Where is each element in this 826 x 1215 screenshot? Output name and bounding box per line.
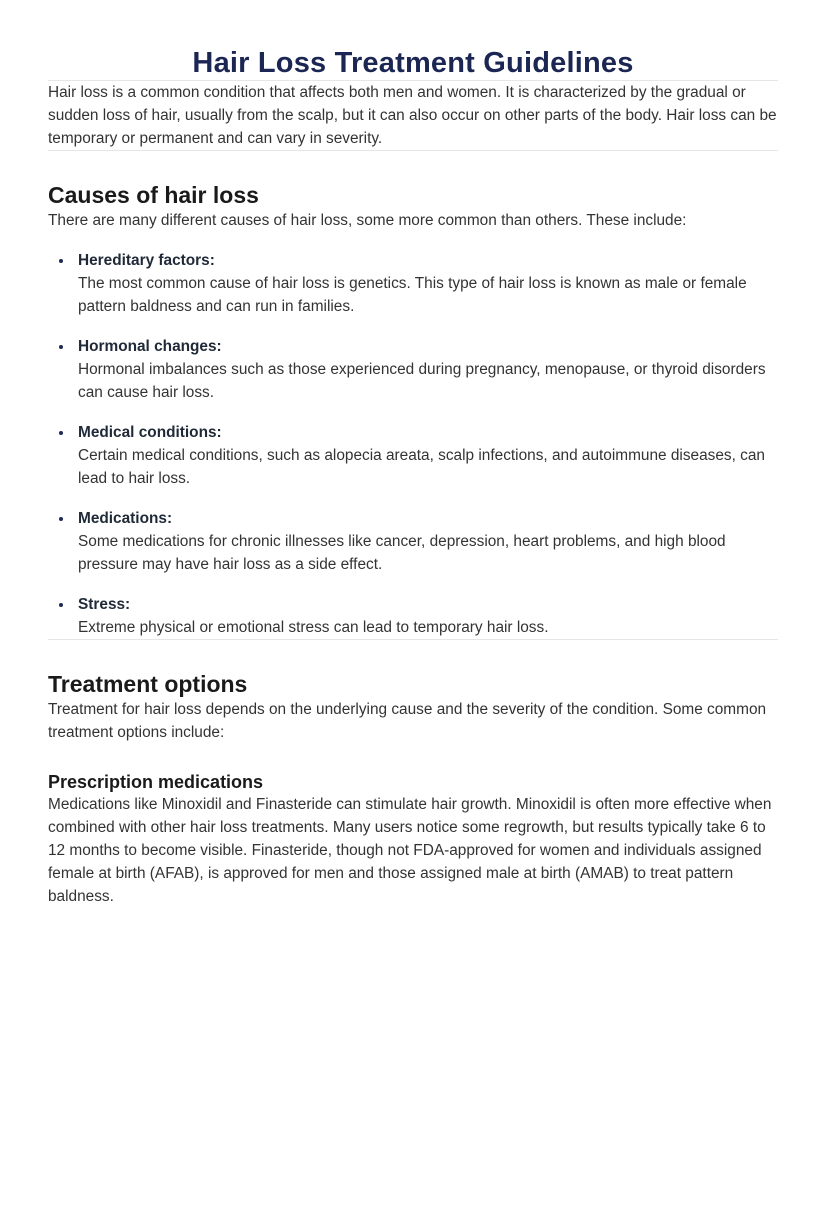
treatment-body-paragraph: Medications like Minoxidil and Finasteride can stimulate hair growth. Minoxidil is often more effective when combined with other hair loss treatments. Many users notice some regrowth, but results typically take 6 to 12 months to become visible. Finasteride, though not FDA-approved for women and individuals assigned female at birth (AFAB), is approved for men and those assigned male at birth (AMAB) to treat pattern baldness. (48, 796, 772, 905)
list-item-term: • Medications: (78, 510, 173, 527)
divider (48, 639, 778, 640)
page-title: Hair Loss Treatment Guidelines (192, 47, 634, 79)
list-item-description: Some medications for chronic illnesses like cancer, depression, heart problems, and high blood pressure may have hair loss as a side effect. (78, 533, 726, 573)
treatment-intro: Treatment for hair loss depends on the underlying cause and the severity of the condition. Some common treatment options include: (48, 701, 767, 741)
list-item (74, 335, 778, 404)
list-item-description: The most common cause of hair loss is genetics. This type of hair loss is known as male or female pattern baldness and can run in families. (78, 275, 747, 315)
treatment-section (48, 670, 778, 908)
treatment-heading: Treatment options (48, 671, 248, 697)
causes-intro: There are many different causes of hair loss, some more common than others. These include: (48, 212, 687, 229)
list-item-description: Extreme physical or emotional stress can lead to temporary hair loss. (78, 619, 549, 636)
causes-section (48, 181, 778, 639)
list-item (74, 421, 778, 490)
list-item (74, 249, 778, 318)
list-item-term: • Hereditary factors: (78, 252, 215, 269)
list-item-term: • Stress: (78, 596, 131, 613)
list-item (74, 507, 778, 576)
document-page (0, 46, 826, 1215)
causes-heading: Causes of hair loss (48, 182, 259, 208)
list-item-term: • Medical conditions: (78, 424, 222, 441)
divider (48, 150, 778, 151)
intro-paragraph: Hair loss is a common condition that affects both men and women. It is characterized by the gradual or sudden loss of hair, usually from the scalp, but it can also occur on other parts of the body. Hair loss can be temporary or permanent and can vary in severity. (48, 84, 777, 147)
list-item-term: • Hormonal changes: (78, 338, 222, 355)
causes-list (48, 249, 778, 639)
list-item (74, 593, 778, 639)
prescription-medications-subheading: Prescription medications (48, 772, 264, 792)
list-item-description: Certain medical conditions, such as alopecia areata, scalp infections, and autoimmune diseases, can lead to hair loss. (78, 447, 765, 487)
list-item-description: Hormonal imbalances such as those experienced during pregnancy, menopause, or thyroid disorders can cause hair loss. (78, 361, 766, 401)
